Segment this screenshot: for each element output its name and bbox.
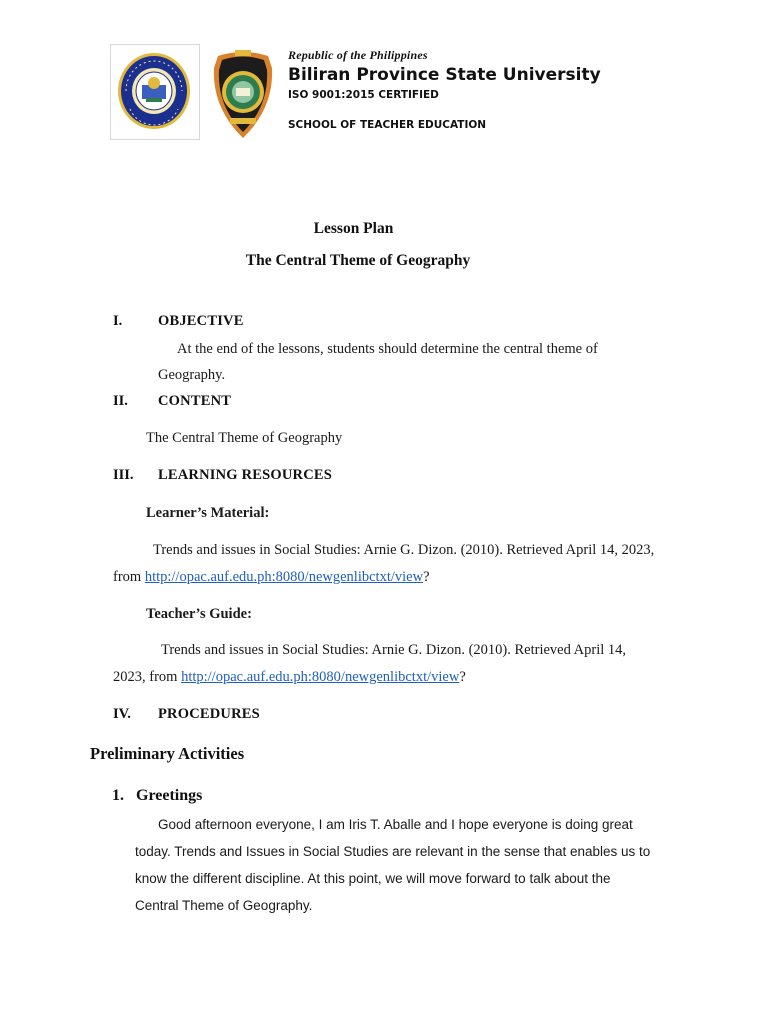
teachers-guide-citation: Trends and issues in Social Studies: Arnie G. Dizon. (2010). Retrieved April 14,	[161, 642, 627, 658]
greetings-text-line: know the different discipline. At this point, we will move forward to talk about the	[135, 871, 611, 886]
learners-material-source	[113, 569, 430, 586]
source-suffix: ?	[423, 569, 430, 585]
document-subtitle: The Central Theme of Geography	[245, 252, 471, 269]
section-heading-procedures: PROCEDURES	[158, 706, 260, 722]
objective-text-line: At the end of the lessons, students should determine the central theme of	[177, 341, 598, 357]
preliminary-activities-heading: Preliminary Activities	[90, 744, 245, 763]
header-school-name: SCHOOL OF TEACHER EDUCATION	[288, 119, 487, 131]
section-heading-objective: OBJECTIVE	[158, 313, 244, 329]
learners-material-link[interactable]: http://opac.auf.edu.ph:8080/newgenlibctxt/view	[144, 569, 424, 585]
content-text: The Central Theme of Geography	[146, 430, 343, 446]
source-prefix: from	[113, 569, 145, 585]
header-iso-certification: ISO 9001:2015 CERTIFIED	[288, 89, 439, 101]
section-number: III.	[113, 467, 134, 483]
greetings-heading: Greetings	[136, 787, 203, 804]
teachers-guide-source	[113, 669, 466, 686]
greetings-text-line: Good afternoon everyone, I am Iris T. Aballe and I hope everyone is doing great	[158, 817, 633, 832]
header-university-name: Biliran Province State University	[288, 65, 601, 85]
header-republic: Republic of the Philippines	[288, 48, 428, 62]
greetings-text-line: Central Theme of Geography.	[135, 898, 313, 913]
section-heading-content: CONTENT	[158, 393, 232, 409]
teachers-guide-link[interactable]: http://opac.auf.edu.ph:8080/newgenlibctxt/view	[181, 669, 460, 685]
section-number: IV.	[113, 706, 131, 722]
objective-text-line: Geography.	[158, 367, 226, 383]
greetings-number: 1.	[112, 787, 124, 804]
teachers-guide-label: Teacher’s Guide:	[146, 606, 252, 622]
learners-material-citation: Trends and issues in Social Studies: Arnie G. Dizon. (2010). Retrieved April 14, 2023,	[153, 542, 655, 558]
school-of-teacher-education-shield-icon	[208, 48, 278, 145]
document-title: Lesson Plan	[313, 220, 394, 237]
section-number: II.	[113, 393, 128, 409]
section-number: I.	[113, 313, 123, 329]
section-heading-learning-resources: LEARNING RESOURCES	[158, 467, 333, 483]
source-prefix: 2023, from	[113, 669, 182, 685]
source-suffix: ?	[459, 669, 466, 685]
learners-material-label: Learner’s Material:	[146, 505, 270, 521]
greetings-text-line: today. Trends and Issues in Social Studies are relevant in the sense that enables us to	[135, 844, 651, 859]
bpsu-seal-icon	[116, 51, 192, 136]
